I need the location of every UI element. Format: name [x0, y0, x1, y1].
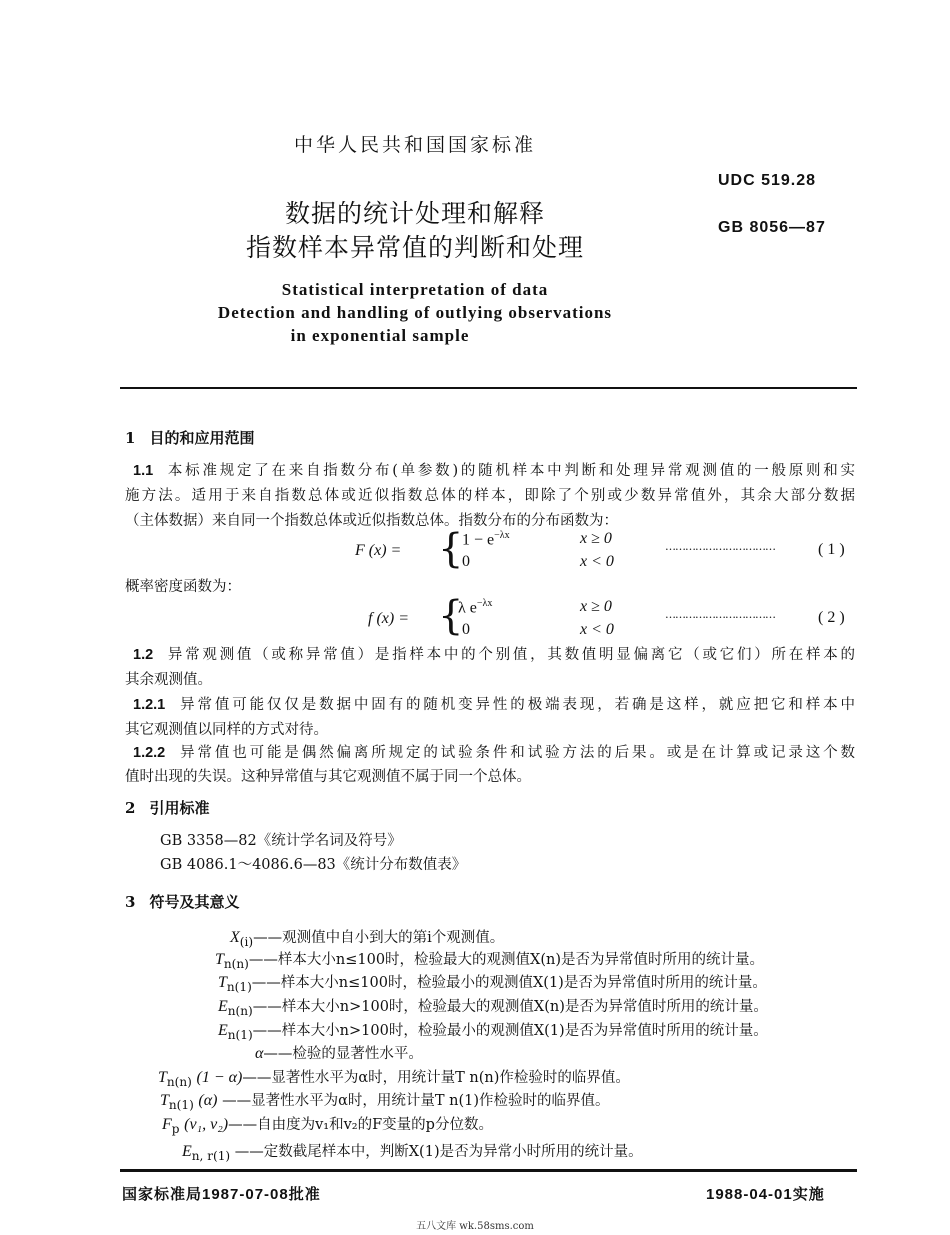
para-1-2-line: 1.2 异常观测值（或称异常值）是指样本中的个别值，其数值明显偏离它（或它们）所在样本的 [133, 647, 855, 663]
symbol-definition: $F_p$ (v₁, v₂)——自由度为v₁和v₂的F变量的p分位数。 [162, 1116, 493, 1136]
symbol-definition: $T_{n(n)}——$样本大小n≤100时，检验最大的观测值X(n)是否为异常值时所用的统计量。 [215, 951, 765, 971]
para-1-2-line: 其余观测值。 [125, 672, 212, 688]
para-1-2-1-line: 其它观测值以同样的方式对待。 [125, 722, 328, 738]
title-en-line3: in exponential sample [290, 326, 470, 345]
title-cn-line2: 指数样本异常值的判断和处理 [245, 233, 584, 262]
formula-cond2: x < 0 [580, 621, 614, 638]
symbol-definition: $T_{n(n)}$ (1 − α)——显著性水平为α时，用统计量T n(n)作检验时的临界值。 [158, 1069, 630, 1089]
symbol-definition: $T_{n(1)}$ (α) ——显著性水平为α时，用统计量T n(1)作检验时的临界值。 [160, 1092, 610, 1112]
national-standard-heading: 中华人民共和国国家标准 [293, 134, 536, 156]
formula-cond2: x < 0 [580, 553, 614, 570]
symbol-definition: $X_{(i)}——$观测值中自小到大的第i个观测值。 [230, 929, 505, 949]
formula-lhs: f (x) = [368, 610, 409, 627]
formula-case1: λ $e^{-\lambda x}$ [458, 598, 493, 617]
symbol-definition: $E_{n(1)}——$样本大小n>100时，检验最小的观测值X(1)是否为异常值时所用的统计量。 [218, 1022, 768, 1042]
formula-lhs: F (x) = [355, 542, 402, 559]
formula-cond1: x ≥ 0 [580, 530, 612, 547]
footer-divider [120, 1169, 857, 1172]
reference-item: GB 4086.1～4086.6—83《统计分布数值表》 [160, 857, 467, 873]
watermark: 五八文库 wk.58sms.com [416, 1221, 534, 1232]
para-1-1-line: 施方法。适用于来自指数总体或近似指数总体的样本，即除了个别或少数异常值外，其余大部分数据 [125, 488, 855, 504]
para-1-1-line: （主体数据）来自同一个指数总体或近似指数总体。指数分布的分布函数为： [125, 513, 618, 529]
gb-code: GB 8056—87 [718, 219, 826, 236]
equation-number: ( 1 ) [818, 541, 845, 558]
formula-cond1: x ≥ 0 [580, 598, 612, 615]
para-1-2-1-line: 1.2.1 异常值可能仅仅是数据中固有的随机变异性的极端表现，若确是这样，就应把它和样本中 [133, 697, 855, 713]
title-en-line1: Statistical interpretation of data [281, 280, 549, 299]
reference-item: GB 3358—82《统计学名词及符号》 [160, 833, 402, 849]
dot-leader: …………………………… [665, 540, 775, 553]
title-cn-line1: 数据的统计处理和解释 [284, 199, 545, 228]
effective-date: 1988-04-01实施 [706, 1186, 825, 1203]
para-1-2-2-line: 1.2.2 异常值也可能是偶然偏离所规定的试验条件和试验方法的后果。或是在计算或记录这个数 [133, 745, 855, 761]
header-divider [120, 387, 857, 389]
symbol-definition: $T_{n(1)}——$样本大小n≤100时，检验最小的观测值X(1)是否为异常值时所用的统计量。 [218, 974, 767, 994]
para-1-2-2-line: 值时出现的失误。这种异常值与其它观测值不属于同一个总体。 [125, 769, 531, 785]
section-2-heading: 2 引用标准 [125, 799, 210, 817]
density-intro: 概率密度函数为： [125, 579, 241, 595]
udc-code: UDC 519.28 [718, 172, 817, 189]
brace: { [438, 526, 464, 572]
dot-leader: …………………………… [665, 608, 775, 621]
symbol-definition: $E_{n(n)}——$样本大小n>100时，检验最大的观测值X(n)是否为异常值时所用的统计量。 [218, 998, 768, 1018]
symbol-definition: α——检验的显著性水平。 [255, 1045, 423, 1062]
symbol-definition: $E_{n, r(1)}$ ——定数截尾样本中，判断X(1)是否为异常小时所用的统计量。 [182, 1143, 643, 1163]
section-3-heading: 3 符号及其意义 [125, 893, 240, 911]
title-en-line2: Detection and handling of outlying observations [217, 303, 613, 322]
formula-case1: $1 - e^{-\lambda x}$ [462, 530, 510, 549]
formula-case2: 0 [462, 621, 470, 638]
brace: { [438, 593, 464, 639]
formula-case2: 0 [462, 553, 470, 570]
approval-date: 国家标准局1987-07-08批准 [122, 1186, 321, 1203]
para-1-1-line: 1.1 本标准规定了在来自指数分布(单参数)的随机样本中判断和处理异常观测值的一般原则和实 [133, 463, 855, 479]
equation-number: ( 2 ) [818, 609, 845, 626]
section-1-heading: 1 目的和应用范围 [125, 429, 255, 447]
